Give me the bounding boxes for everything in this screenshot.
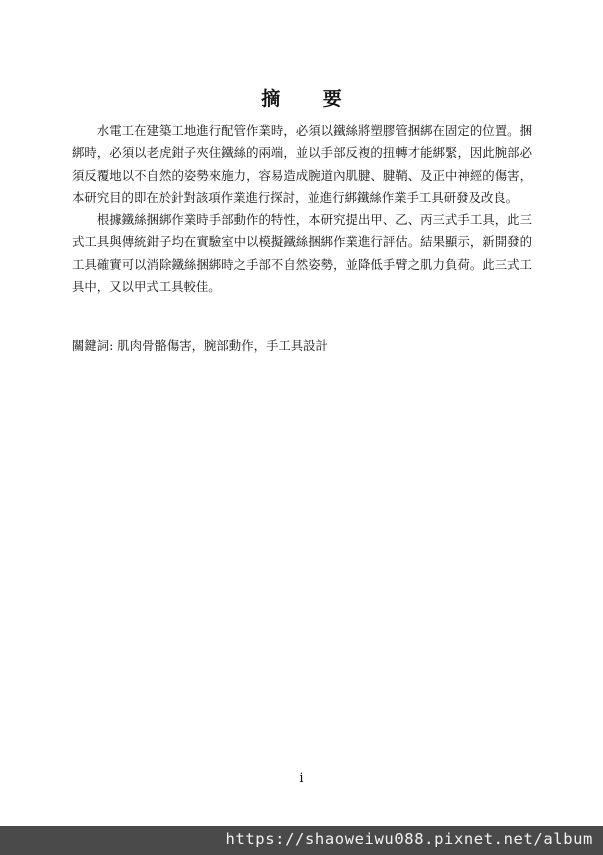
keywords-line: 關鍵詞: 肌肉骨骼傷害，腕部動作，手工具設計 [72,338,328,353]
watermark-url: https://shaoweiwu088.pixnet.net/album [225,830,593,848]
abstract-paragraph-2: 根據鐵絲捆綁作業時手部動作的特性，本研究提出甲、乙、丙三式手工具，此三式工具與傳統鉗子均在實驗室中以模擬鐵絲捆綁作業進行評估。結果顯示，新開發的工具確實可以消除鐵絲捆綁時之手部不自然姿勢，並降低手臂之肌力負荷。此三式工具中，又以甲式工具較佳。 [72,212,532,295]
abstract-title: 摘 要 [261,88,360,110]
abstract-paragraph-1: 水電工在建築工地進行配管作業時，必須以鐵絲將塑膠管捆綁在固定的位置。捆綁時，必須以老虎鉗子夾住鐵絲的兩端，並以手部反複的扭轉才能綁緊，因此腕部必須反覆地以不自然的姿勢來施力，容易造成腕道內肌腱、腱鞘、及正中神經的傷害，本研究目的即在於針對該項作業進行探討，並進行綁鐵絲作業手工具研發及改良。 [72,123,532,205]
watermark-bar [0,826,603,855]
abstract-body [72,120,532,298]
page-number: i [299,771,304,786]
